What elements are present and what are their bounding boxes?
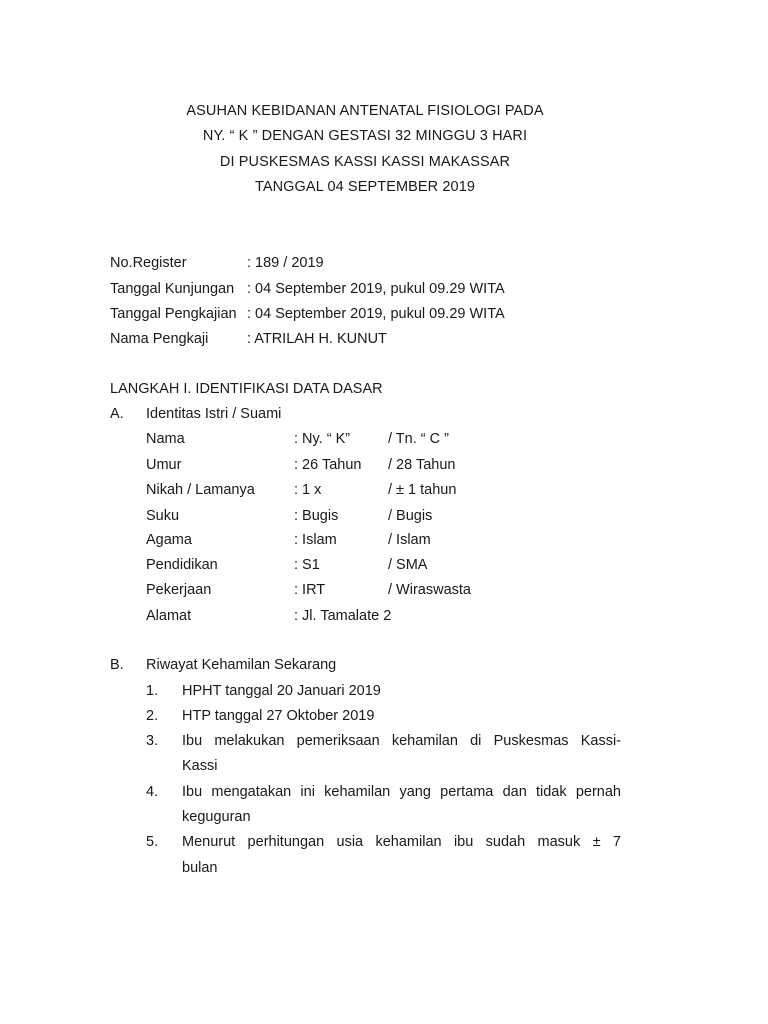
- identity-row-husband: / Wiraswasta: [388, 582, 471, 598]
- identity-row-label: Agama: [146, 532, 192, 548]
- register-label: No.Register: [110, 255, 187, 271]
- identity-row-husband: / ± 1 tahun: [388, 482, 457, 498]
- list-item-continuation: keguguran: [182, 809, 251, 825]
- identity-row-label: Umur: [146, 457, 182, 473]
- section-a-letter: A.: [110, 406, 124, 422]
- identity-row-husband: / SMA: [388, 557, 428, 573]
- visit-date-value: : 04 September 2019, pukul 09.29 WITA: [247, 281, 505, 297]
- identity-row-wife: : 26 Tahun: [294, 457, 362, 473]
- section-b-letter: B.: [110, 657, 124, 673]
- identity-row-husband: / Islam: [388, 532, 431, 548]
- identity-row-wife: : IRT: [294, 582, 326, 598]
- list-item: Ibu mengatakan ini kehamilan yang pertama dan tidak pernah: [182, 784, 621, 800]
- list-item-number: 5.: [146, 834, 159, 850]
- identity-row-wife: : Islam: [294, 532, 337, 548]
- list-item-continuation: Kassi: [182, 758, 218, 774]
- list-item: HTP tanggal 27 Oktober 2019: [182, 708, 375, 724]
- identity-row-label: Pekerjaan: [146, 582, 212, 598]
- identity-row-label: Nama: [146, 431, 185, 447]
- list-item-continuation: bulan: [182, 860, 218, 876]
- list-item-number: 1.: [146, 683, 159, 699]
- register-value: : 189 / 2019: [247, 255, 324, 271]
- list-item-number: 3.: [146, 733, 159, 749]
- step-heading: LANGKAH I. IDENTIFIKASI DATA DASAR: [110, 381, 383, 397]
- identity-row-label: Nikah / Lamanya: [146, 482, 255, 498]
- list-item: HPHT tanggal 20 Januari 2019: [182, 683, 381, 699]
- identity-row-label: Pendidikan: [146, 557, 218, 573]
- list-item: Menurut perhitungan usia kehamilan ibu sudah masuk ± 7: [182, 834, 621, 850]
- identity-row-wife: : Jl. Tamalate 2: [294, 608, 392, 624]
- document-title-line-2: NY. “ K ” DENGAN GESTASI 32 MINGGU 3 HARI: [202, 128, 528, 144]
- list-item: Ibu melakukan pemeriksaan kehamilan di Puskesmas Kassi-: [182, 733, 621, 749]
- assessment-date-value: : 04 September 2019, pukul 09.29 WITA: [247, 306, 505, 322]
- identity-row-label: Alamat: [146, 608, 192, 624]
- identity-row-wife: : S1: [294, 557, 320, 573]
- list-item-number: 2.: [146, 708, 159, 724]
- assessor-value: : ATRILAH H. KUNUT: [247, 331, 387, 347]
- identity-row-husband: / Bugis: [388, 508, 433, 524]
- section-a-title: Identitas Istri / Suami: [146, 406, 282, 422]
- identity-row-wife: : Bugis: [294, 508, 339, 524]
- identity-row-husband: / Tn. “ C ”: [388, 431, 449, 447]
- identity-row-label: Suku: [146, 508, 180, 524]
- identity-row-wife: : Ny. “ K”: [294, 431, 351, 447]
- identity-row-husband: / 28 Tahun: [388, 457, 456, 473]
- document-title-line-1: ASUHAN KEBIDANAN ANTENATAL FISIOLOGI PADA: [186, 103, 544, 119]
- list-item-number: 4.: [146, 784, 159, 800]
- assessment-date-label: Tanggal Pengkajian: [110, 306, 237, 322]
- section-b-title: Riwayat Kehamilan Sekarang: [146, 657, 337, 673]
- visit-date-label: Tanggal Kunjungan: [110, 281, 235, 297]
- identity-row-wife: : 1 x: [294, 482, 322, 498]
- assessor-label: Nama Pengkaji: [110, 331, 209, 347]
- document-title-line-3: DI PUSKESMAS KASSI KASSI MAKASSAR: [219, 154, 511, 170]
- document-title-line-4: TANGGAL 04 SEPTEMBER 2019: [254, 179, 476, 195]
